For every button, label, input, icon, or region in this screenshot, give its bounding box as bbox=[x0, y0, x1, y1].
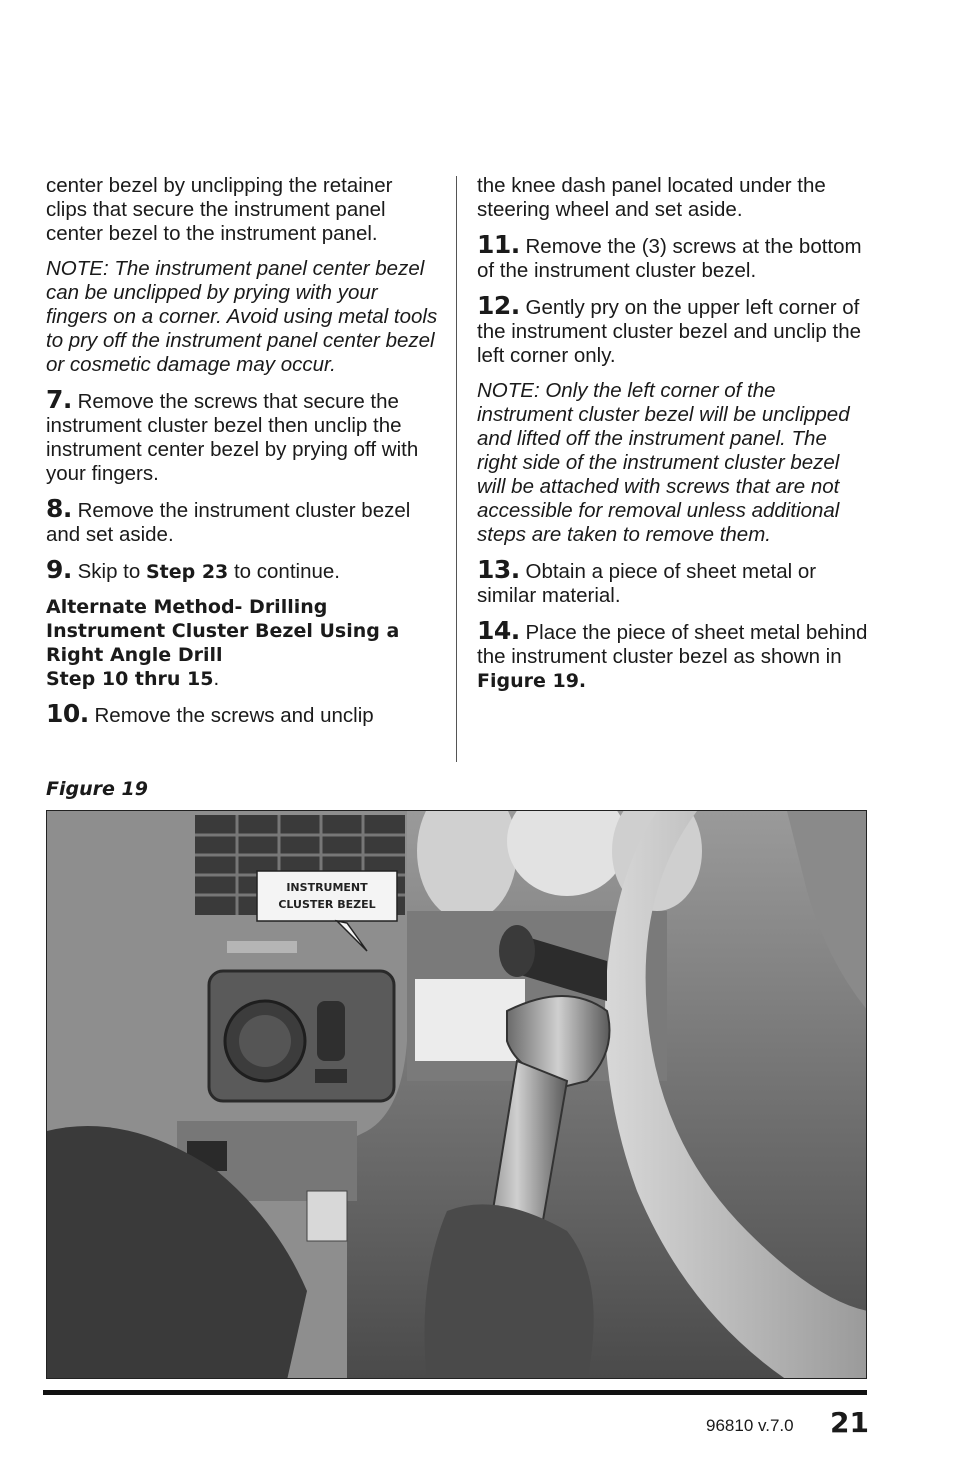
step-10 bbox=[46, 699, 438, 728]
left-column bbox=[46, 174, 438, 739]
alt-heading-line-1: Alternate Method- Drilling bbox=[46, 596, 328, 618]
column-divider bbox=[456, 176, 457, 762]
figure-19-photo bbox=[46, 810, 867, 1379]
step-11 bbox=[477, 230, 869, 283]
step-9 bbox=[46, 555, 438, 584]
step-8 bbox=[46, 494, 438, 547]
alternate-method-heading bbox=[46, 595, 438, 691]
right-note: NOTE: Only the left corner of the instrument cluster bezel will be unclipped and lifted off the instrument panel. The right side of the instrument cluster bezel will be attached with screws that are not accessible for removal unless additional steps are taken to remove them. bbox=[477, 379, 850, 546]
step-9-post: to continue. bbox=[228, 560, 340, 583]
step-11-number: 11. bbox=[477, 230, 520, 259]
step-9-reference: Step 23 bbox=[145, 561, 229, 583]
step-10-number: 10. bbox=[46, 699, 89, 728]
dashboard-drill-illustration bbox=[47, 811, 867, 1379]
step-12 bbox=[477, 291, 869, 368]
page-number: 21 bbox=[830, 1406, 869, 1439]
step-8-text: Remove the instrument cluster bezel and set aside. bbox=[46, 499, 411, 546]
figure-label: Figure 19 bbox=[46, 778, 148, 800]
step-9-number: 9. bbox=[46, 555, 72, 584]
left-intro-paragraph: center bezel by unclipping the retainer clips that secure the instrument panel center bezel to the instrument panel. bbox=[46, 174, 393, 245]
right-column bbox=[477, 174, 869, 704]
step-13 bbox=[477, 555, 869, 608]
step-11-text: Remove the (3) screws at the bottom of the instrument cluster bezel. bbox=[477, 235, 862, 282]
alt-heading-line-3: Right Angle Drill bbox=[46, 644, 223, 666]
step-13-number: 13. bbox=[477, 555, 520, 584]
alt-heading-line-4: Step 10 thru 15 bbox=[46, 668, 214, 690]
right-intro-paragraph: the knee dash panel located under the steering wheel and set aside. bbox=[477, 174, 826, 221]
step-14-pre: Place the piece of sheet metal behind the instrument cluster bezel as shown in bbox=[477, 621, 868, 668]
alt-heading-period: . bbox=[213, 667, 220, 690]
footer-rule bbox=[43, 1390, 867, 1395]
alt-heading-line-2: Instrument Cluster Bezel Using a bbox=[46, 620, 400, 642]
step-7 bbox=[46, 385, 438, 486]
step-14-number: 14. bbox=[477, 616, 520, 645]
step-12-number: 12. bbox=[477, 291, 520, 320]
step-10-text: Remove the screws and unclip bbox=[88, 704, 374, 727]
callout-line-2: CLUSTER BEZEL bbox=[278, 898, 376, 911]
step-13-text: Obtain a piece of sheet metal or similar material. bbox=[477, 560, 817, 607]
document-code: 96810 v.7.0 bbox=[706, 1416, 794, 1435]
step-8-number: 8. bbox=[46, 494, 72, 523]
step-7-text: Remove the screws that secure the instrument cluster bezel then unclip the instrument center bezel by prying off with your fingers. bbox=[46, 390, 419, 485]
step-7-number: 7. bbox=[46, 385, 72, 414]
step-14 bbox=[477, 616, 869, 693]
callout-line-1: INSTRUMENT bbox=[286, 881, 368, 894]
left-note: NOTE: The instrument panel center bezel can be unclipped by prying with your fingers on a corner. Avoid using metal tools to pry off the instrument panel center bezel or cosmetic damage may occur. bbox=[46, 257, 438, 376]
step-12-text: Gently pry on the upper left corner of the instrument cluster bezel and unclip the left corner only. bbox=[477, 296, 862, 367]
step-14-figure-reference: Figure 19. bbox=[477, 670, 587, 692]
step-9-pre: Skip to bbox=[71, 560, 146, 583]
